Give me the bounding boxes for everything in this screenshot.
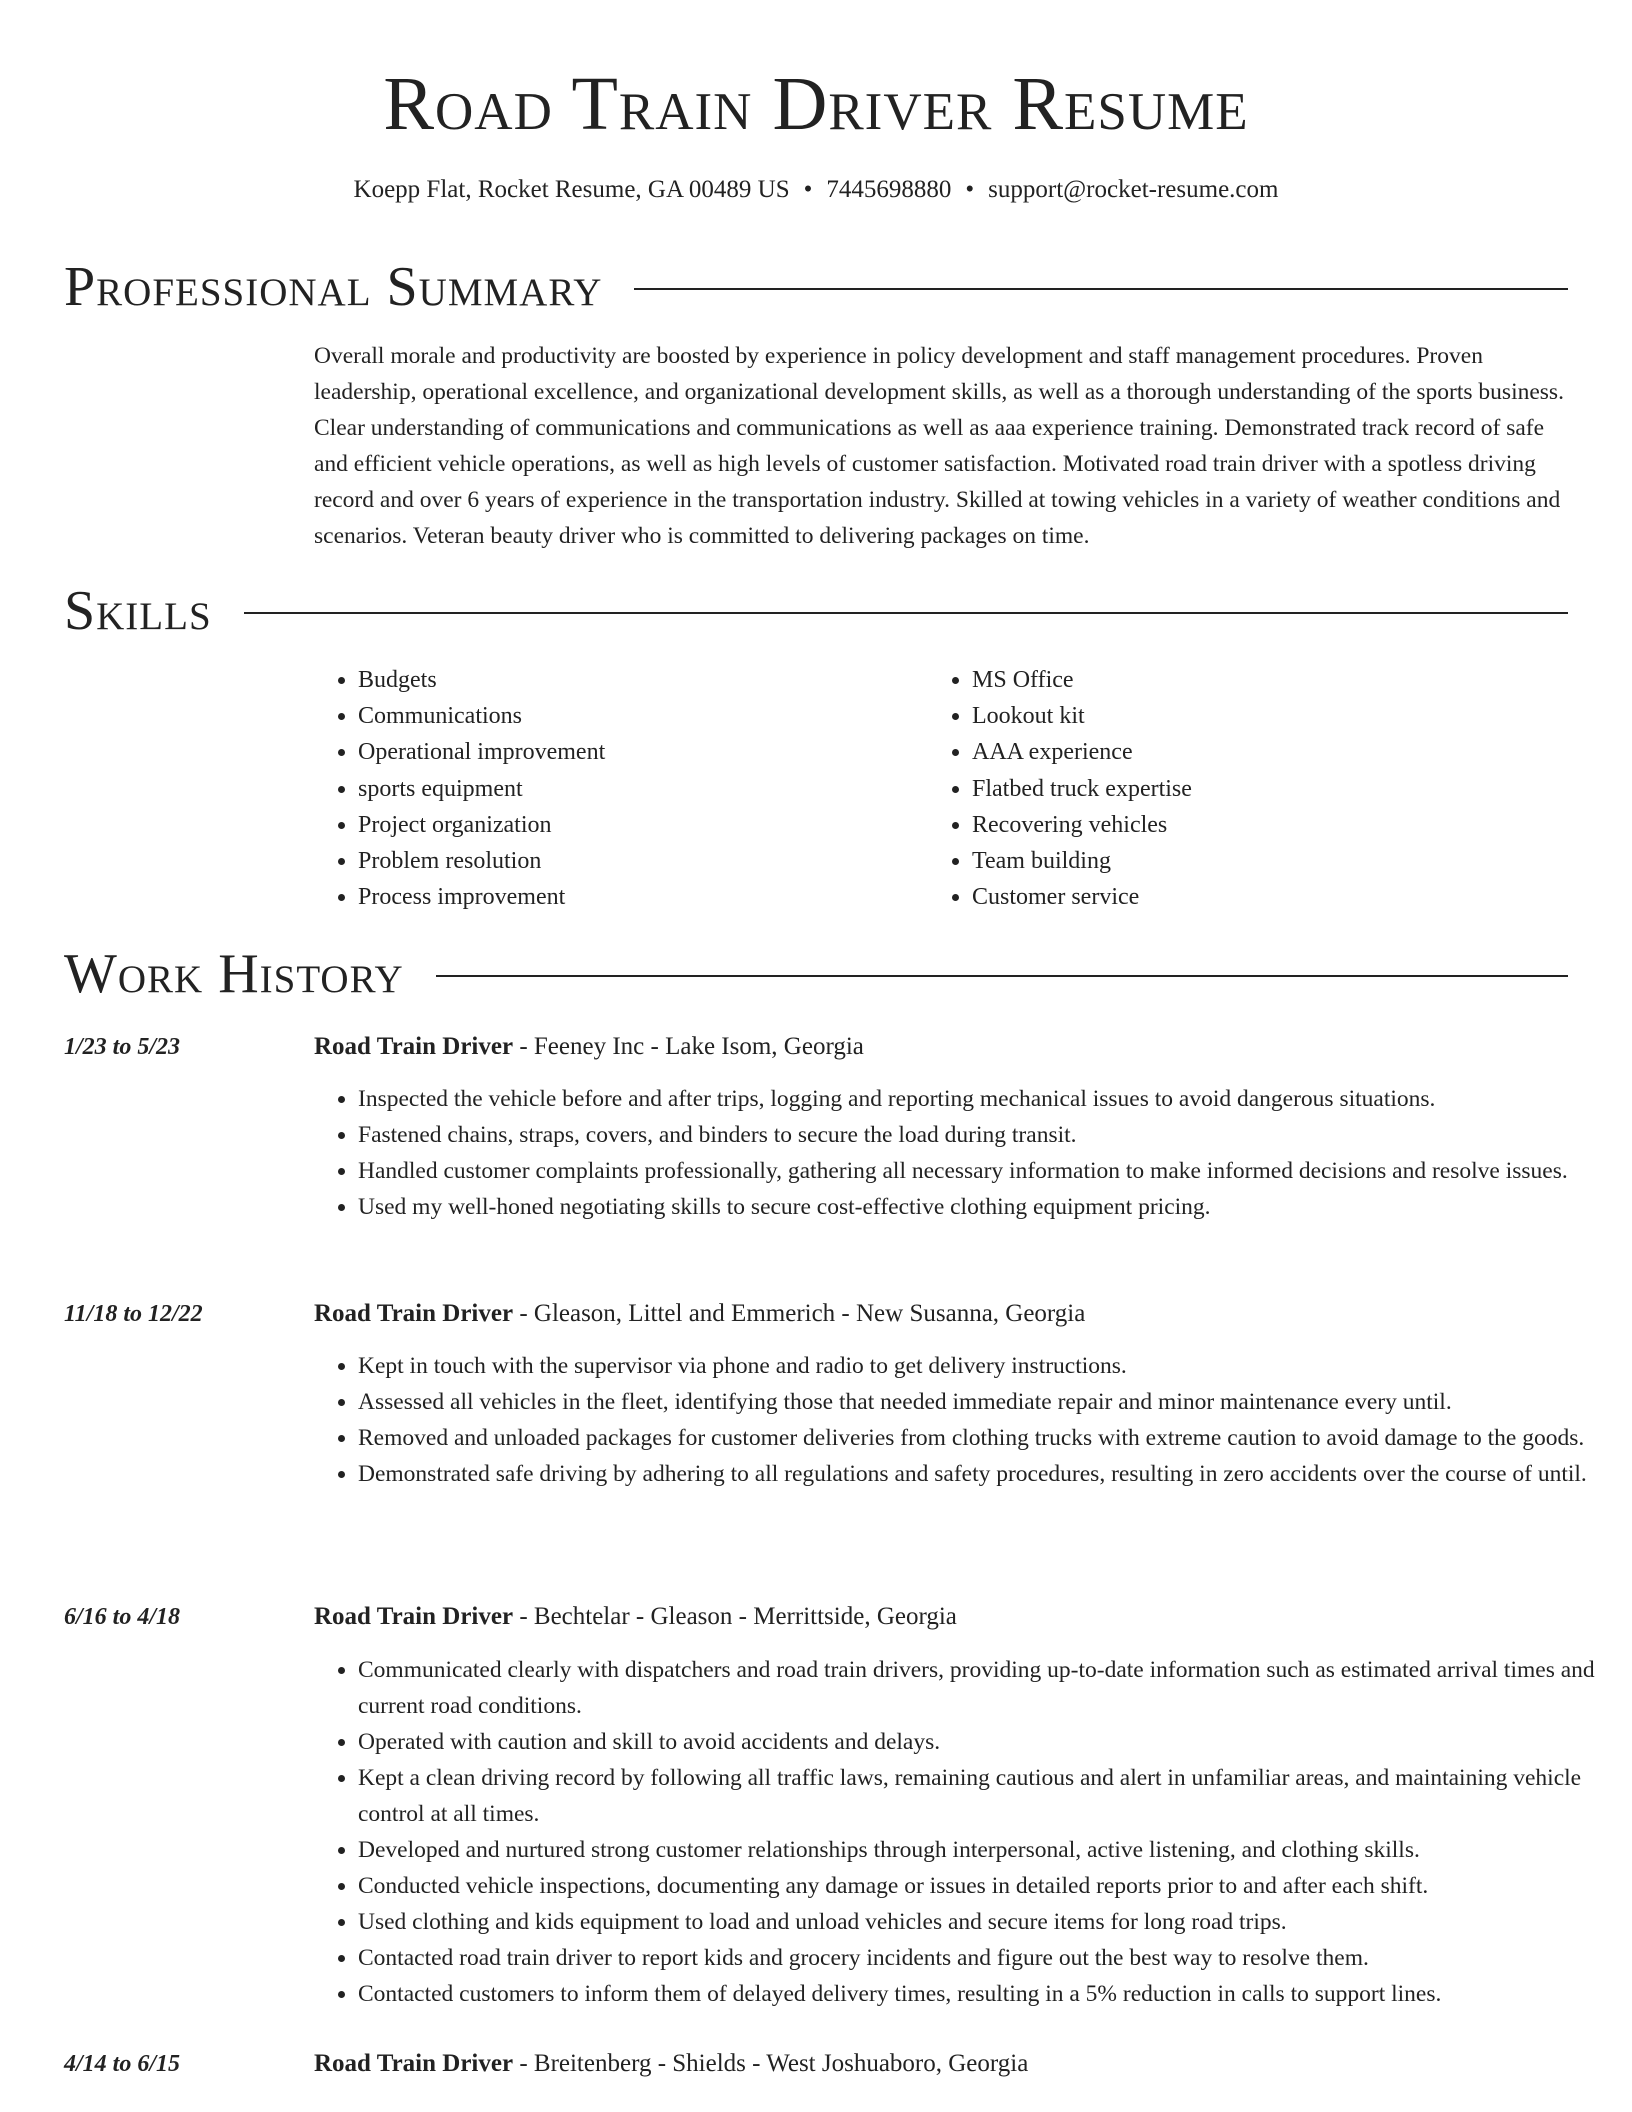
address: Koepp Flat, Rocket Resume, GA 00489 US — [353, 176, 790, 203]
job-title: Road Train Driver — [314, 2050, 514, 2077]
contact-line — [0, 173, 1632, 207]
job-title: Road Train Driver — [314, 1033, 514, 1060]
job-bullet: • Inspected the vehicle before and after trips, logging and reporting mechanical issues to avoid dangerous situations. — [358, 1081, 1614, 1117]
section-heading-skills: Skills — [64, 580, 212, 642]
skill-item: • Communications — [358, 698, 605, 734]
job-heading — [314, 2047, 1570, 2081]
job-employer-location: - Bechtelar - Gleason - Merrittside, Georgia — [513, 1603, 957, 1630]
job-bullet: • Contacted road train driver to report kids and grocery incidents and figure out the best way to resolve them. — [358, 1940, 1614, 1976]
job-bullet: • Demonstrated safe driving by adhering to all regulations and safety procedures, resulting in zero accidents over the course of until. — [358, 1456, 1614, 1492]
job-bullet: • Used my well-honed negotiating skills to secure cost-effective clothing equipment pricing. — [358, 1189, 1614, 1225]
phone: 7445698880 — [826, 176, 952, 203]
section-divider — [244, 612, 1568, 614]
skill-item: • sports equipment — [358, 771, 605, 807]
skill-item: • Problem resolution — [358, 843, 605, 879]
separator-dot: • — [803, 176, 813, 203]
skill-item: • Recovering vehicles — [972, 807, 1192, 843]
section-divider — [436, 975, 1568, 977]
job-bullet: • Handled customer complaints professionally, gathering all necessary information to make informed decisions and resolve issues. — [358, 1153, 1614, 1189]
summary-text: Overall morale and productivity are boosted by experience in policy development and staff management procedures. Proven leadership, operational excellence, and organizational development skills, as well as a thorough understanding of the sports business. Clear understanding of communications and communications as well as aaa experience training. Demonstrated track record of safe and efficient vehicle operations, as well as high levels of customer satisfaction. Motivated road train driver with a spotless driving record and over 6 years of experience in the transportation industry. Skilled at towing vehicles in a variety of weather conditions and scenarios. Veteran beauty driver who is committed to delivering packages on time. — [314, 343, 1564, 549]
job-dates: 6/16 to 4/18 — [64, 1604, 181, 1630]
job-dates: 4/14 to 6/15 — [64, 2051, 181, 2077]
job-bullet: • Kept in touch with the supervisor via phone and radio to get delivery instructions. — [358, 1348, 1614, 1384]
job-title: Road Train Driver — [314, 1300, 514, 1327]
job-bullets — [314, 1348, 1614, 1492]
skill-item: • Process improvement — [358, 879, 605, 915]
job-bullet: • Fastened chains, straps, covers, and binders to secure the load during transit. — [358, 1117, 1614, 1153]
job-bullet: • Operated with caution and skill to avoid accidents and delays. — [358, 1724, 1614, 1760]
job-employer-location: - Gleason, Littel and Emmerich - New Susanna, Georgia — [513, 1300, 1086, 1327]
job-bullet: • Assessed all vehicles in the fleet, identifying those that needed immediate repair and minor maintenance every until. — [358, 1384, 1614, 1420]
job-bullet: • Contacted customers to inform them of delayed delivery times, resulting in a 5% reduction in calls to support lines. — [358, 1976, 1614, 2012]
skills-section-header — [64, 581, 1568, 641]
job-dates: 11/18 to 12/22 — [64, 1301, 203, 1327]
skills-list-left — [314, 662, 605, 915]
section-heading-work-history: Work History — [64, 943, 404, 1005]
job-bullet: • Removed and unloaded packages for customer deliveries from clothing trucks with extreme caution to avoid damage to the goods. — [358, 1420, 1614, 1456]
skill-item: • Flatbed truck expertise — [972, 771, 1192, 807]
skill-item: • AAA experience — [972, 734, 1192, 770]
job-bullet: • Conducted vehicle inspections, documenting any damage or issues in detailed reports prior to and after each shift. — [358, 1868, 1614, 1904]
skill-item: • Budgets — [358, 662, 605, 698]
job-bullet: • Communicated clearly with dispatchers and road train drivers, providing up-to-date information such as estimated arrival times and current road conditions. — [358, 1652, 1614, 1724]
separator-dot: • — [965, 176, 975, 203]
job-bullets — [314, 1652, 1614, 2012]
job-heading — [314, 1600, 1570, 1634]
job-bullet: • Kept a clean driving record by following all traffic laws, remaining cautious and alert in unfamiliar areas, and maintaining vehicle control at all times. — [358, 1760, 1614, 1832]
skill-item: • Customer service — [972, 879, 1192, 915]
job-bullet: • Used clothing and kids equipment to load and unload vehicles and secure items for long road trips. — [358, 1904, 1614, 1940]
job-dates: 1/23 to 5/23 — [64, 1034, 181, 1060]
job-title: Road Train Driver — [314, 1603, 514, 1630]
job-heading — [314, 1030, 1570, 1064]
skill-item: • Team building — [972, 843, 1192, 879]
page-title: Road Train Driver Resume — [383, 62, 1249, 146]
work-section-header — [64, 944, 1568, 1004]
job-heading — [314, 1297, 1570, 1331]
email: support@rocket-resume.com — [988, 176, 1279, 203]
skill-item: • MS Office — [972, 662, 1192, 698]
section-heading-summary: Professional Summary — [64, 256, 603, 318]
job-bullets — [314, 1081, 1614, 1225]
skills-list-right — [928, 662, 1192, 915]
skill-item: • Lookout kit — [972, 698, 1192, 734]
skill-item: • Operational improvement — [358, 734, 605, 770]
skill-item: • Project organization — [358, 807, 605, 843]
job-bullet: • Developed and nurtured strong customer relationships through interpersonal, active listening, and clothing skills. — [358, 1832, 1614, 1868]
summary-section-header — [64, 257, 1568, 317]
job-employer-location: - Feeney Inc - Lake Isom, Georgia — [513, 1033, 864, 1060]
section-divider — [634, 288, 1568, 290]
job-employer-location: - Breitenberg - Shields - West Joshuaboro, Georgia — [513, 2050, 1029, 2077]
